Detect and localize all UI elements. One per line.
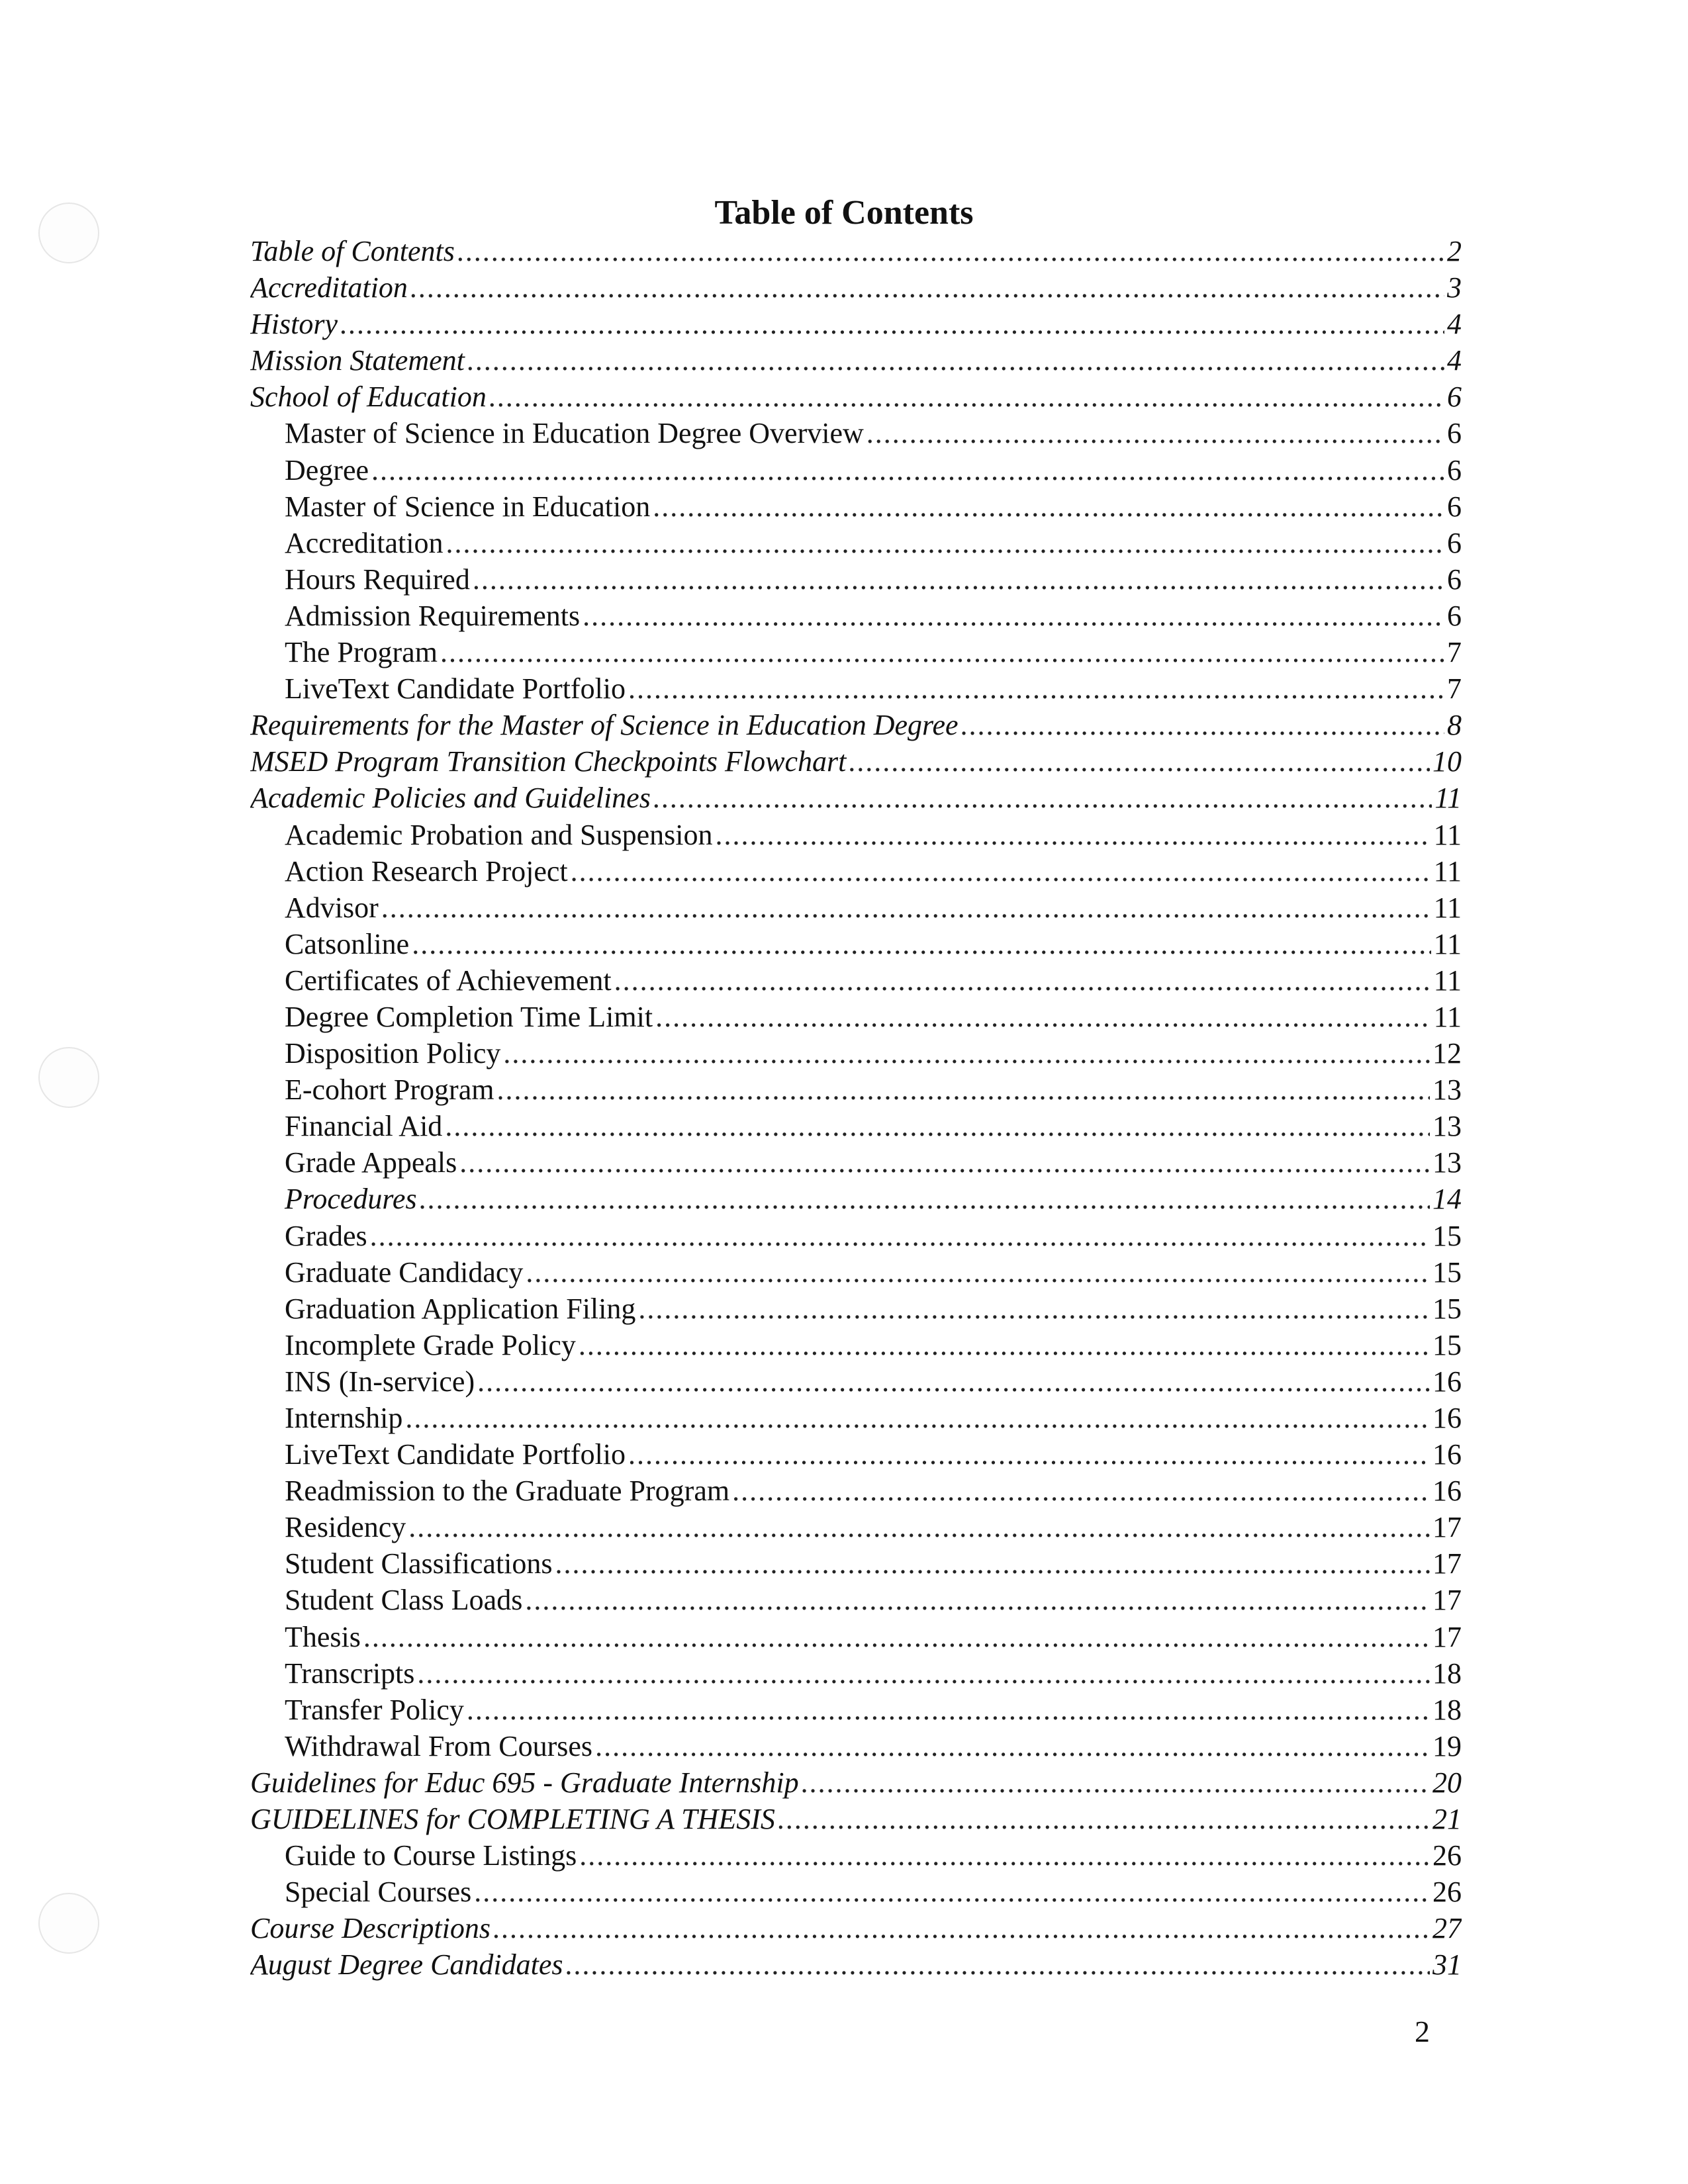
toc-entry[interactable] <box>250 926 1462 962</box>
binder-hole-middle <box>38 1047 99 1108</box>
dot-leader <box>961 707 1444 743</box>
toc-entry-page: 6 <box>1447 417 1462 450</box>
toc-entry[interactable] <box>250 780 1462 816</box>
dot-leader <box>445 1108 1430 1144</box>
toc-entry-label: School of Education <box>250 381 487 414</box>
dot-leader <box>802 1764 1430 1801</box>
toc-entry-label: GUIDELINES for COMPLETING A THESIS <box>250 1803 775 1836</box>
toc-entry[interactable] <box>250 1801 1462 1837</box>
toc-entry-label: INS (In-service) <box>285 1365 475 1398</box>
toc-entry[interactable] <box>250 342 1462 379</box>
toc-entry[interactable] <box>250 1400 1462 1436</box>
toc-entry-page: 6 <box>1447 599 1462 632</box>
toc-entry-label: Accreditation <box>250 271 408 304</box>
toc-entry-page: 15 <box>1432 1292 1462 1325</box>
dot-leader <box>778 1801 1430 1837</box>
toc-entry-label: Student Class Loads <box>285 1584 523 1617</box>
toc-entry-label: Residency <box>285 1511 406 1544</box>
toc-entry-page: 13 <box>1432 1146 1462 1179</box>
toc-entry-page: 8 <box>1447 709 1462 742</box>
table-of-contents <box>250 233 1462 1983</box>
toc-entry[interactable] <box>250 999 1462 1035</box>
toc-entry-page: 11 <box>1434 782 1462 815</box>
dot-leader <box>496 1071 1430 1108</box>
toc-entry-label: Course Descriptions <box>250 1912 491 1945</box>
toc-entry[interactable] <box>250 889 1462 926</box>
dot-leader <box>579 1837 1430 1874</box>
toc-entry[interactable] <box>250 598 1462 634</box>
toc-entry[interactable] <box>250 1545 1462 1582</box>
dot-leader <box>638 1291 1430 1327</box>
dot-leader <box>467 1692 1430 1728</box>
toc-entry-label: Degree Completion Time Limit <box>285 1000 653 1033</box>
toc-entry-page: 11 <box>1433 927 1462 960</box>
dot-leader <box>653 488 1444 525</box>
toc-entry-page: 2 <box>1447 235 1462 267</box>
toc-entry-page: 6 <box>1447 453 1462 486</box>
toc-entry[interactable] <box>250 488 1462 525</box>
toc-entry-label: Catsonline <box>285 927 410 960</box>
toc-entry-label: Table of Contents <box>250 235 455 267</box>
toc-entry-label: Action Research Project <box>285 854 568 887</box>
toc-entry[interactable] <box>250 1728 1462 1764</box>
toc-entry[interactable] <box>250 1837 1462 1874</box>
toc-entry[interactable] <box>250 233 1462 269</box>
toc-entry-label: Disposition Policy <box>285 1037 501 1070</box>
toc-entry[interactable] <box>250 962 1462 999</box>
toc-entry[interactable] <box>250 1619 1462 1655</box>
dot-leader <box>614 962 1431 999</box>
dot-leader <box>477 1363 1430 1400</box>
toc-entry-page: 4 <box>1447 308 1462 341</box>
dot-leader <box>340 306 1444 342</box>
toc-entry-label: Transfer Policy <box>285 1693 464 1726</box>
dot-leader <box>457 233 1444 269</box>
toc-entry[interactable] <box>250 452 1462 488</box>
toc-entry-page: 26 <box>1432 1876 1462 1909</box>
toc-entry-label: Advisor <box>285 891 379 924</box>
dot-leader <box>503 1035 1430 1071</box>
dot-leader <box>628 670 1444 707</box>
toc-entry-page: 26 <box>1432 1839 1462 1872</box>
toc-entry-label: Transcripts <box>285 1657 415 1690</box>
toc-entry-label: Graduate Candidacy <box>285 1255 524 1289</box>
dot-leader <box>440 634 1444 670</box>
dot-leader <box>410 269 1444 306</box>
dot-leader <box>420 1181 1430 1217</box>
toc-entry[interactable] <box>250 1327 1462 1363</box>
toc-entry-label: Hours Required <box>285 563 470 596</box>
dot-leader <box>583 598 1444 634</box>
dot-leader <box>526 1254 1430 1291</box>
toc-entry[interactable] <box>250 1108 1462 1144</box>
toc-entry-label: Guidelines for Educ 695 - Graduate Internship <box>250 1766 799 1799</box>
toc-entry-label: Internship <box>285 1402 403 1434</box>
toc-entry[interactable] <box>250 1473 1462 1509</box>
page-number: 2 <box>1415 2015 1430 2048</box>
toc-entry-page: 16 <box>1432 1438 1462 1471</box>
toc-entry[interactable] <box>250 379 1462 415</box>
dot-leader <box>628 1436 1430 1473</box>
toc-entry[interactable] <box>250 670 1462 707</box>
toc-entry[interactable] <box>250 1436 1462 1473</box>
toc-entry-page: 11 <box>1433 891 1462 924</box>
toc-entry-page: 18 <box>1432 1657 1462 1690</box>
toc-entry-page: 31 <box>1432 1948 1462 1981</box>
toc-entry-label: Special Courses <box>285 1876 472 1909</box>
toc-entry-label: Mission Statement <box>250 344 465 377</box>
toc-entry-label: History <box>250 308 338 341</box>
toc-entry-page: 19 <box>1432 1729 1462 1762</box>
dot-leader <box>370 1218 1430 1254</box>
toc-entry-page: 21 <box>1432 1803 1462 1836</box>
toc-entry-label: E-cohort Program <box>285 1073 494 1107</box>
toc-entry[interactable] <box>250 817 1462 853</box>
toc-entry-page: 11 <box>1433 854 1462 887</box>
dot-leader <box>473 561 1444 598</box>
toc-entry[interactable] <box>250 1254 1462 1291</box>
toc-entry-label: Incomplete Grade Policy <box>285 1328 576 1361</box>
toc-entry[interactable] <box>250 634 1462 670</box>
toc-entry-page: 4 <box>1447 344 1462 377</box>
toc-entry-label: Master of Science in Education <box>285 490 651 523</box>
toc-entry-label: August Degree Candidates <box>250 1948 563 1981</box>
toc-entry-label: Thesis <box>285 1620 361 1653</box>
toc-entry[interactable] <box>250 561 1462 598</box>
toc-entry-label: Admission Requirements <box>285 599 581 632</box>
toc-entry[interactable] <box>250 1144 1462 1181</box>
toc-entry[interactable] <box>250 1874 1462 1910</box>
binder-hole-bottom <box>38 1893 99 1954</box>
toc-entry[interactable] <box>250 1764 1462 1801</box>
toc-entry[interactable] <box>250 1035 1462 1071</box>
toc-entry-page: 11 <box>1433 964 1462 997</box>
toc-entry[interactable] <box>250 1655 1462 1692</box>
toc-entry-page: 16 <box>1432 1475 1462 1508</box>
toc-entry-page: 20 <box>1432 1766 1462 1799</box>
toc-entry-label: LiveText Candidate Portfolio <box>285 1438 626 1471</box>
toc-entry-page: 16 <box>1432 1365 1462 1398</box>
toc-entry[interactable] <box>250 269 1462 306</box>
dot-leader <box>489 379 1444 415</box>
toc-entry-page: 14 <box>1432 1183 1462 1216</box>
toc-entry-label: Academic Probation and Suspension <box>285 818 713 851</box>
dot-leader <box>653 780 1432 816</box>
toc-entry-page: 7 <box>1447 636 1462 669</box>
toc-entry-label: Certificates of Achievement <box>285 964 612 997</box>
toc-entry[interactable] <box>250 1181 1462 1217</box>
toc-entry[interactable] <box>250 853 1462 889</box>
toc-entry[interactable] <box>250 1946 1462 1983</box>
toc-entry-page: 3 <box>1447 271 1462 304</box>
toc-entry-page: 17 <box>1432 1620 1462 1653</box>
toc-entry-page: 16 <box>1432 1402 1462 1434</box>
toc-entry[interactable] <box>250 1910 1462 1946</box>
toc-entry-page: 6 <box>1447 490 1462 523</box>
dot-leader <box>371 452 1444 488</box>
toc-entry-page: 11 <box>1433 1000 1462 1033</box>
toc-entry-page: 15 <box>1432 1255 1462 1289</box>
toc-entry-label: Master of Science in Education Degree Overview <box>285 417 864 450</box>
toc-entry-page: 6 <box>1447 526 1462 559</box>
toc-entry-label: Academic Policies and Guidelines <box>250 782 651 815</box>
dot-leader <box>555 1545 1430 1582</box>
dot-leader <box>595 1728 1430 1764</box>
toc-entry-label: Financial Aid <box>285 1110 443 1143</box>
toc-entry-page: 13 <box>1432 1073 1462 1107</box>
toc-entry-page: 11 <box>1433 818 1462 851</box>
toc-entry-page: 7 <box>1447 672 1462 705</box>
toc-entry-page: 6 <box>1447 381 1462 414</box>
dot-leader <box>525 1582 1430 1618</box>
dot-leader <box>408 1509 1430 1545</box>
toc-entry-page: 15 <box>1432 1328 1462 1361</box>
dot-leader <box>655 999 1431 1035</box>
dot-leader <box>715 817 1430 853</box>
dot-leader <box>412 926 1430 962</box>
toc-entry[interactable] <box>250 1582 1462 1618</box>
toc-entry-label: Requirements for the Master of Science in Education Degree <box>250 709 959 742</box>
toc-entry[interactable] <box>250 1692 1462 1728</box>
toc-entry-page: 12 <box>1432 1037 1462 1070</box>
page-title: Table of Contents <box>714 194 974 232</box>
toc-entry[interactable] <box>250 743 1462 780</box>
toc-entry-label: Student Classifications <box>285 1547 553 1580</box>
toc-entry-label: Grade Appeals <box>285 1146 457 1179</box>
dot-leader <box>493 1910 1430 1946</box>
toc-entry-page: 17 <box>1432 1584 1462 1617</box>
toc-entry-label: Graduation Application Filing <box>285 1292 636 1325</box>
toc-entry-label: Withdrawal From Courses <box>285 1729 593 1762</box>
toc-entry-label: MSED Program Transition Checkpoints Flowchart <box>250 745 847 778</box>
toc-entry-label: The Program <box>285 636 438 669</box>
dot-leader <box>363 1619 1430 1655</box>
toc-entry[interactable] <box>250 1218 1462 1254</box>
dot-leader <box>445 525 1444 561</box>
dot-leader <box>417 1655 1430 1692</box>
toc-entry[interactable] <box>250 306 1462 342</box>
toc-entry-label: Procedures <box>285 1183 417 1216</box>
toc-entry[interactable] <box>250 415 1462 451</box>
toc-entry-page: 6 <box>1447 563 1462 596</box>
toc-entry-page: 17 <box>1432 1511 1462 1544</box>
toc-entry-label: LiveText Candidate Portfolio <box>285 672 626 705</box>
dot-leader <box>467 342 1444 379</box>
toc-entry[interactable] <box>250 525 1462 561</box>
toc-entry-label: Guide to Course Listings <box>285 1839 577 1872</box>
toc-entry[interactable] <box>250 1363 1462 1400</box>
toc-entry-page: 18 <box>1432 1693 1462 1726</box>
toc-entry-page: 13 <box>1432 1110 1462 1143</box>
dot-leader <box>459 1144 1430 1181</box>
dot-leader <box>571 853 1431 889</box>
toc-entry-page: 10 <box>1432 745 1462 778</box>
dot-leader <box>474 1874 1430 1910</box>
toc-entry[interactable] <box>250 1071 1462 1108</box>
dot-leader <box>732 1473 1430 1509</box>
toc-entry-label: Grades <box>285 1219 367 1252</box>
toc-entry-page: 17 <box>1432 1547 1462 1580</box>
toc-entry[interactable] <box>250 1509 1462 1545</box>
toc-entry-label: Readmission to the Graduate Program <box>285 1475 730 1508</box>
toc-entry-page: 27 <box>1432 1912 1462 1945</box>
dot-leader <box>867 415 1444 451</box>
dot-leader <box>849 743 1430 780</box>
dot-leader <box>405 1400 1430 1436</box>
toc-entry[interactable] <box>250 1291 1462 1327</box>
toc-entry-page: 15 <box>1432 1219 1462 1252</box>
dot-leader <box>579 1327 1430 1363</box>
toc-entry[interactable] <box>250 707 1462 743</box>
toc-entry-label: Degree <box>285 453 369 486</box>
toc-entry-label: Accreditation <box>285 526 444 559</box>
dot-leader <box>566 1946 1430 1983</box>
dot-leader <box>381 889 1431 926</box>
